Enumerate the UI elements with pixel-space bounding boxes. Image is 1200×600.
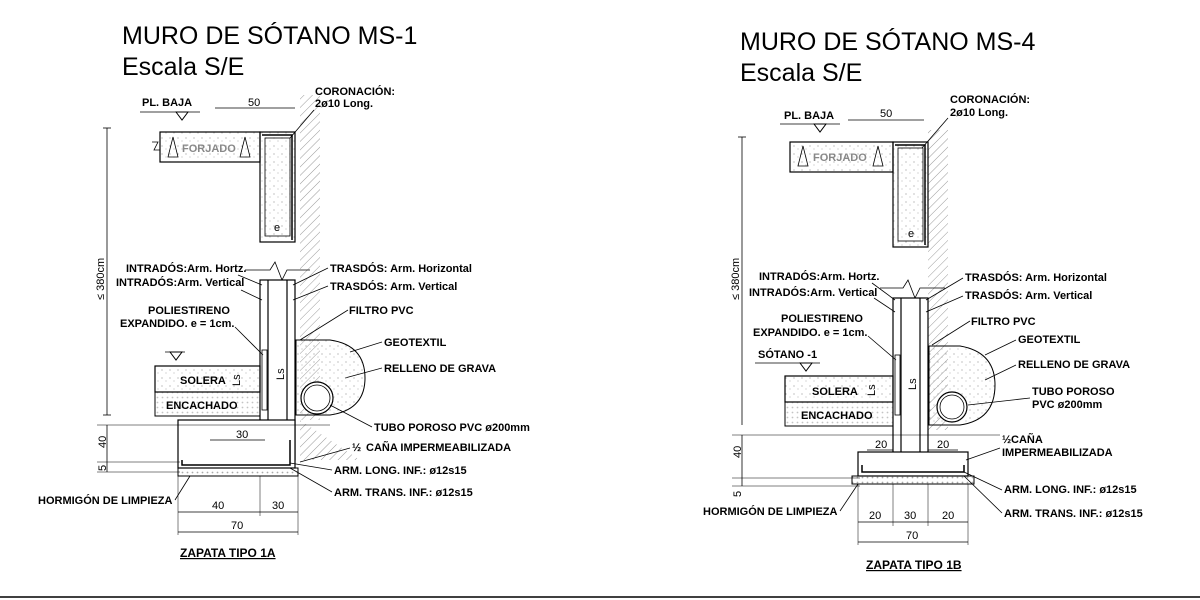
coronacion-label-2: 2ø10 Long. — [950, 107, 1009, 119]
forjado-label: FORJADO — [182, 143, 236, 155]
trasdos-vertical-label: TRASDÓS: Arm. Vertical — [330, 281, 458, 293]
poliestireno-label-1: POLIESTIRENO — [148, 305, 230, 317]
level-triangle-icon — [814, 124, 826, 132]
cana-frac: ½ — [352, 442, 362, 454]
coronacion-label-1: CORONACIÓN: — [315, 86, 396, 98]
e-mark: e — [274, 222, 281, 234]
dim-70-bottom: 70 — [231, 520, 244, 532]
caption: ZAPATA TIPO 1B — [866, 558, 962, 572]
intrados-vertical-label: INTRADÓS:Arm. Vertical — [116, 277, 245, 289]
dim-30-bottom: 30 — [272, 500, 285, 512]
poliestireno-label-2: EXPANDIDO. e = 1cm. — [120, 318, 235, 330]
detail-title: MURO DE SÓTANO MS-4 — [740, 28, 1036, 56]
dim-50: 50 — [248, 97, 261, 109]
dim-20-top-right: 20 — [937, 439, 950, 451]
intrados-vertical-label: INTRADÓS:Arm. Vertical — [749, 287, 878, 299]
level-label-top: PL. BAJA — [142, 97, 193, 109]
dim-30-top: 30 — [236, 429, 249, 441]
trasdos-horizontal-label: TRASDÓS: Arm. Horizontal — [330, 263, 472, 275]
tubo-label: TUBO POROSO PVC ø200mm — [374, 422, 530, 434]
ls-mark-solera: Ls — [866, 384, 878, 396]
hormigon-label: HORMIGÓN DE LIMPIEZA — [38, 495, 173, 507]
tubo-label-2: PVC ø200mm — [1032, 399, 1103, 411]
cana-frac: ½ — [1002, 434, 1012, 446]
trasdos-horizontal-label: TRASDÓS: Arm. Horizontal — [965, 272, 1107, 284]
cana-label: CAÑA IMPERMEABILIZADA — [366, 442, 512, 454]
level-label-top: PL. BAJA — [784, 110, 835, 122]
dim-20-bottom-left: 20 — [869, 510, 882, 522]
arm-long-label: ARM. LONG. INF.: ø12s15 — [334, 465, 467, 477]
poliestireno-label-2: EXPANDIDO. e = 1cm. — [753, 327, 868, 339]
level-triangle-solera-icon — [170, 352, 182, 360]
filtro-label: FILTRO PVC — [349, 305, 414, 317]
detail-scale: Escala S/E — [740, 59, 863, 87]
cana-label-2: IMPERMEABILIZADA — [1002, 447, 1113, 459]
dim-70-bottom: 70 — [906, 530, 919, 542]
coronacion-label-2: 2ø10 Long. — [315, 98, 374, 110]
dim-5-vertical: 5 — [732, 490, 744, 497]
encachado-label: ENCACHADO — [801, 410, 873, 422]
detail-scale: Escala S/E — [122, 53, 245, 81]
solera-label: SOLERA — [180, 375, 226, 387]
level-triangle-icon — [176, 112, 188, 120]
dim-30-bottom: 30 — [904, 510, 917, 522]
dim-20-top-left: 20 — [875, 439, 888, 451]
intrados-horizontal-label: INTRADÓS:Arm. Hortz. — [126, 263, 247, 275]
arm-trans-label: ARM. TRANS. INF.: ø12s15 — [1004, 508, 1143, 520]
cana-label-1: CAÑA — [1011, 434, 1043, 446]
dim-5-vertical: 5 — [97, 464, 109, 471]
detail-ms1 — [38, 21, 530, 560]
encachado-label: ENCACHADO — [166, 400, 238, 412]
hormigon-label: HORMIGÓN DE LIMPIEZA — [703, 506, 838, 518]
relleno-label: RELLENO DE GRAVA — [384, 363, 497, 375]
dim-40-vertical: 40 — [97, 435, 109, 448]
drain-pipe — [301, 382, 333, 414]
dim-50: 50 — [880, 108, 893, 120]
coronacion-label-1: CORONACIÓN: — [950, 94, 1031, 106]
forjado-label: FORJADO — [813, 152, 867, 164]
intrados-horizontal-label: INTRADÓS:Arm. Hortz. — [759, 271, 880, 283]
ls-mark-solera: Ls — [231, 374, 243, 386]
solera-label: SOLERA — [812, 386, 858, 398]
dim-20-bottom-right: 20 — [942, 510, 955, 522]
geotextil-label: GEOTEXTIL — [1018, 334, 1081, 346]
arm-long-label: ARM. LONG. INF.: ø12s15 — [1004, 484, 1137, 496]
height-dim-label: ≤ 380cm — [95, 257, 107, 300]
height-dim-label: ≤ 380cm — [730, 257, 742, 300]
tubo-label-1: TUBO POROSO — [1032, 386, 1115, 398]
dim-40-bottom: 40 — [212, 500, 225, 512]
dim-40-vertical: 40 — [732, 445, 744, 458]
poliestireno-label-1: POLIESTIRENO — [781, 313, 863, 325]
geotextil-label: GEOTEXTIL — [384, 337, 447, 349]
level-triangle-solera-icon — [800, 363, 812, 371]
filtro-label: FILTRO PVC — [971, 316, 1036, 328]
relleno-label: RELLENO DE GRAVA — [1018, 359, 1131, 371]
caption: ZAPATA TIPO 1A — [180, 546, 276, 560]
trasdos-vertical-label: TRASDÓS: Arm. Vertical — [965, 290, 1093, 302]
detail-ms4 — [703, 27, 1143, 572]
hormigon-limpieza — [178, 468, 298, 476]
ls-mark-wall: Ls — [275, 368, 287, 380]
ls-mark-wall: Ls — [907, 378, 919, 390]
footing — [178, 420, 295, 468]
drain-pipe — [937, 392, 967, 422]
detail-title: MURO DE SÓTANO MS-1 — [122, 22, 418, 50]
e-mark: e — [908, 228, 915, 240]
arm-trans-label: ARM. TRANS. INF.: ø12s15 — [334, 487, 473, 499]
sotano-label: SÓTANO -1 — [758, 349, 818, 361]
hormigon-limpieza — [852, 476, 974, 484]
